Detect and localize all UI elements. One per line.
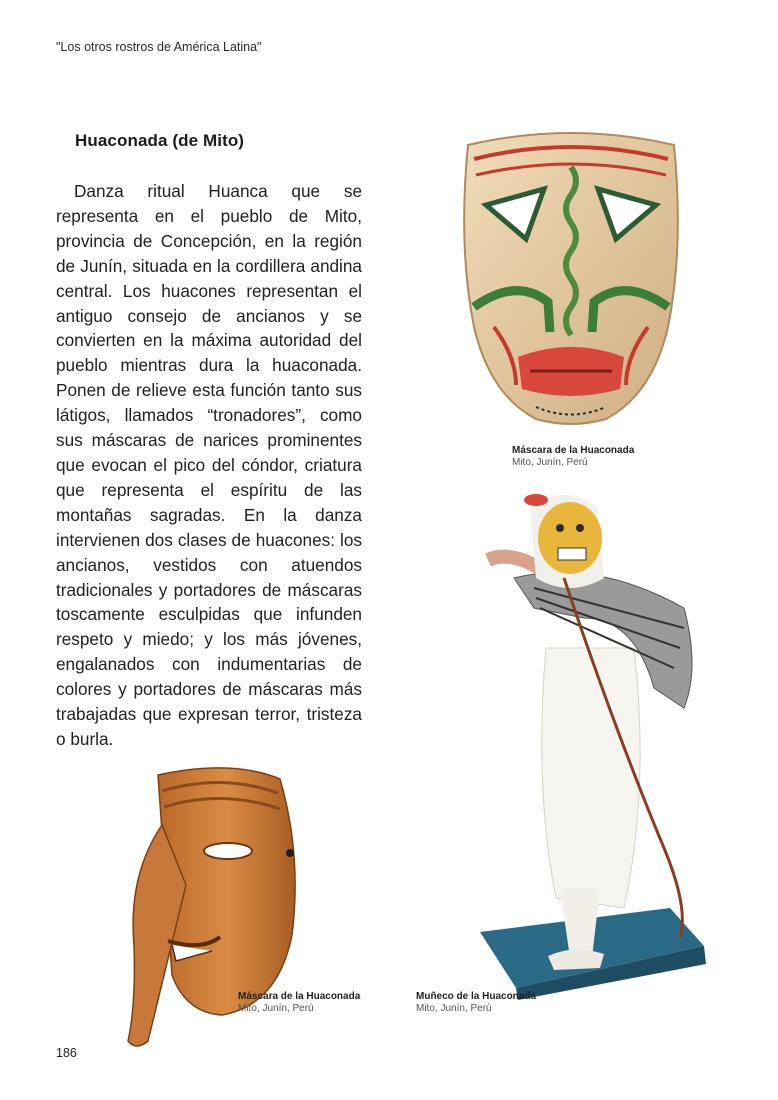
caption-place: Mito, Junín, Perú xyxy=(238,1003,314,1014)
body-paragraph: Danza ritual Huanca que se representa en el pueblo de Mito, provincia de Concepción, en la región de Junín, situada en la cordillera andina central. Los huacones representan el antiguo consejo de ancianos y se convierten en la máxima autoridad del pueblo mientras dura la huaconada. Ponen de relieve esta función tanto sus látigos, llamados “tronadores”, como sus máscaras de narices prominentes que evocan el pico del cóndor, criatura que representa el espíritu de las montañas sagradas. En la danza intervienen dos clases de huacones: los ancianos, vestidos con atuendos tradicionales y portadores de máscaras toscamente esculpidas que infunden respeto y miedo; y los más jóvenes, engalanados con indumentarias de colores y portadores de máscaras más trabajadas que expresan terror, tristeza o burla. xyxy=(56,181,362,749)
caption-place: Mito, Junín, Perú xyxy=(512,457,588,468)
caption-title: Máscara de la Huaconada xyxy=(238,991,361,1002)
painted-mask-caption xyxy=(512,445,634,469)
page-number: 186 xyxy=(56,1046,77,1060)
section-title: Huaconada (de Mito) xyxy=(75,131,245,150)
painted-mask-image xyxy=(456,127,686,427)
doll-caption xyxy=(416,991,536,1015)
wooden-mask-caption xyxy=(238,991,360,1015)
running-head: "Los otros rostros de América Latina" xyxy=(56,40,262,54)
caption-place: Mito, Junín, Perú xyxy=(416,1003,492,1014)
caption-title: Máscara de la Huaconada xyxy=(512,445,635,456)
caption-title: Muñeco de la Huaconada xyxy=(416,991,537,1002)
doll-image xyxy=(474,488,710,1000)
